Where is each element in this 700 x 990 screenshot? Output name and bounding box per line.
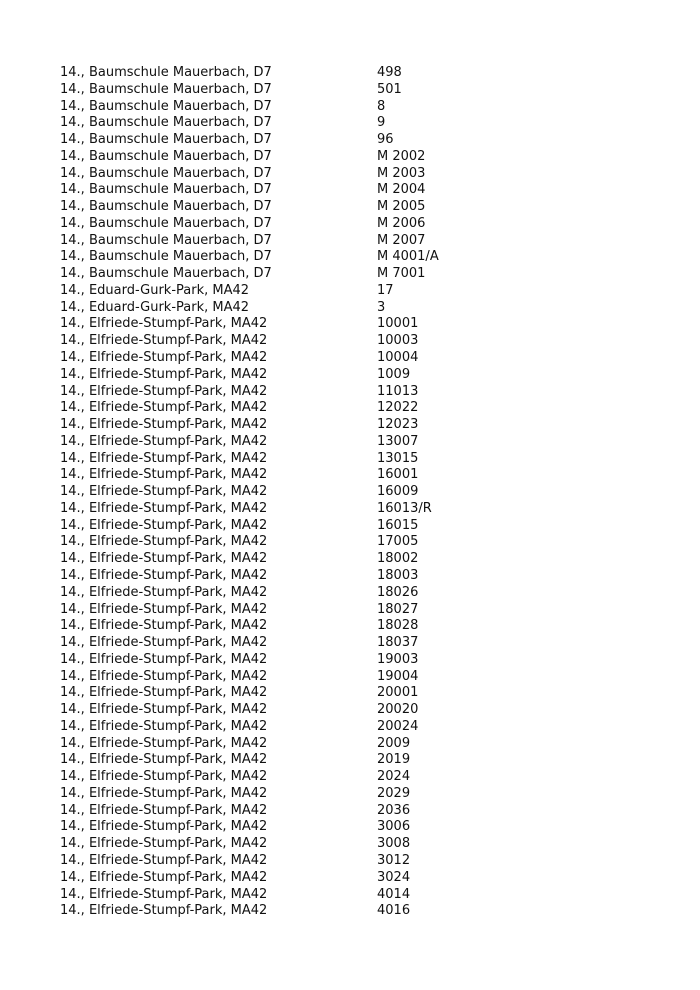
- location-cell: 14., Elfriede-Stumpf-Park, MA42: [60, 584, 268, 600]
- code-cell: 19003: [377, 651, 419, 667]
- location-cell: 14., Elfriede-Stumpf-Park, MA42: [60, 350, 268, 366]
- code-cell: 20020: [377, 702, 419, 718]
- code-cell: 12023: [377, 417, 419, 433]
- table-row: [60, 182, 660, 199]
- table-row: [60, 752, 660, 769]
- table-row: [60, 451, 660, 468]
- code-cell: 19004: [377, 668, 419, 684]
- location-cell: 14., Elfriede-Stumpf-Park, MA42: [60, 635, 268, 651]
- table-row: [60, 350, 660, 367]
- table-row: [60, 602, 660, 619]
- location-cell: 14., Elfriede-Stumpf-Park, MA42: [60, 852, 268, 868]
- code-cell: 3024: [377, 869, 411, 885]
- location-cell: 14., Elfriede-Stumpf-Park, MA42: [60, 601, 268, 617]
- location-cell: 14., Elfriede-Stumpf-Park, MA42: [60, 685, 268, 701]
- table-row: [60, 501, 660, 518]
- code-cell: 2019: [377, 752, 411, 768]
- code-cell: 4014: [377, 886, 411, 902]
- table-row: [60, 115, 660, 132]
- table-row: [60, 585, 660, 602]
- location-cell: 14., Elfriede-Stumpf-Park, MA42: [60, 450, 268, 466]
- code-cell: 16009: [377, 484, 419, 500]
- table-row: [60, 551, 660, 568]
- location-cell: 14., Elfriede-Stumpf-Park, MA42: [60, 517, 268, 533]
- code-cell: 18002: [377, 551, 419, 567]
- table-row: [60, 534, 660, 551]
- location-cell: 14., Elfriede-Stumpf-Park, MA42: [60, 836, 268, 852]
- location-cell: 14., Elfriede-Stumpf-Park, MA42: [60, 366, 268, 382]
- code-cell: 2009: [377, 735, 411, 751]
- code-cell: 3006: [377, 819, 411, 835]
- code-cell: 18028: [377, 618, 419, 634]
- code-cell: 10004: [377, 350, 419, 366]
- table-row: [60, 719, 660, 736]
- table-row: [60, 199, 660, 216]
- table-row: [60, 769, 660, 786]
- code-cell: 18037: [377, 635, 419, 651]
- code-cell: 18026: [377, 584, 419, 600]
- table-row: [60, 484, 660, 501]
- table-row: [60, 132, 660, 149]
- table-row: [60, 736, 660, 753]
- code-cell: 3008: [377, 836, 411, 852]
- table-row: [60, 266, 660, 283]
- document-table: [60, 65, 660, 920]
- location-cell: 14., Elfriede-Stumpf-Park, MA42: [60, 316, 268, 332]
- location-cell: 14., Baumschule Mauerbach, D7: [60, 199, 272, 215]
- table-row: [60, 518, 660, 535]
- table-row: [60, 283, 660, 300]
- table-row: [60, 635, 660, 652]
- code-cell: 3012: [377, 852, 411, 868]
- location-cell: 14., Eduard-Gurk-Park, MA42: [60, 282, 250, 298]
- location-cell: 14., Elfriede-Stumpf-Park, MA42: [60, 735, 268, 751]
- location-cell: 14., Baumschule Mauerbach, D7: [60, 232, 272, 248]
- location-cell: 14., Baumschule Mauerbach, D7: [60, 98, 272, 114]
- code-cell: M 2002: [377, 148, 426, 164]
- code-cell: 3: [377, 299, 386, 315]
- location-cell: 14., Baumschule Mauerbach, D7: [60, 115, 272, 131]
- location-cell: 14., Baumschule Mauerbach, D7: [60, 165, 272, 181]
- table-row: [60, 400, 660, 417]
- code-cell: 96: [377, 132, 394, 148]
- location-cell: 14., Elfriede-Stumpf-Park, MA42: [60, 534, 268, 550]
- location-cell: 14., Elfriede-Stumpf-Park, MA42: [60, 651, 268, 667]
- table-row: [60, 568, 660, 585]
- location-cell: 14., Baumschule Mauerbach, D7: [60, 132, 272, 148]
- table-row: [60, 216, 660, 233]
- table-row: [60, 82, 660, 99]
- code-cell: 16013/R: [377, 500, 432, 516]
- code-cell: 498: [377, 65, 402, 80]
- location-cell: 14., Elfriede-Stumpf-Park, MA42: [60, 903, 268, 919]
- table-row: [60, 819, 660, 836]
- location-cell: 14., Elfriede-Stumpf-Park, MA42: [60, 383, 268, 399]
- location-cell: 14., Elfriede-Stumpf-Park, MA42: [60, 785, 268, 801]
- location-cell: 14., Elfriede-Stumpf-Park, MA42: [60, 802, 268, 818]
- location-cell: 14., Elfriede-Stumpf-Park, MA42: [60, 333, 268, 349]
- code-cell: 17005: [377, 534, 419, 550]
- table-row: [60, 384, 660, 401]
- location-cell: 14., Eduard-Gurk-Park, MA42: [60, 299, 250, 315]
- code-cell: M 2007: [377, 232, 426, 248]
- location-cell: 14., Elfriede-Stumpf-Park, MA42: [60, 551, 268, 567]
- table-row: [60, 367, 660, 384]
- location-cell: 14., Elfriede-Stumpf-Park, MA42: [60, 668, 268, 684]
- location-cell: 14., Elfriede-Stumpf-Park, MA42: [60, 400, 268, 416]
- table-row: [60, 316, 660, 333]
- table-row: [60, 65, 660, 82]
- location-cell: 14., Baumschule Mauerbach, D7: [60, 148, 272, 164]
- location-cell: 14., Elfriede-Stumpf-Park, MA42: [60, 618, 268, 634]
- location-cell: 14., Baumschule Mauerbach, D7: [60, 81, 272, 97]
- table-row: [60, 149, 660, 166]
- location-cell: 14., Elfriede-Stumpf-Park, MA42: [60, 417, 268, 433]
- table-row: [60, 836, 660, 853]
- location-cell: 14., Elfriede-Stumpf-Park, MA42: [60, 567, 268, 583]
- code-cell: 2036: [377, 802, 411, 818]
- table-row: [60, 618, 660, 635]
- table-row: [60, 853, 660, 870]
- table-row: [60, 685, 660, 702]
- code-cell: 16015: [377, 517, 419, 533]
- table-row: [60, 870, 660, 887]
- table-row: [60, 233, 660, 250]
- code-cell: 10003: [377, 333, 419, 349]
- location-cell: 14., Elfriede-Stumpf-Park, MA42: [60, 718, 268, 734]
- location-cell: 14., Elfriede-Stumpf-Park, MA42: [60, 869, 268, 885]
- code-cell: M 2004: [377, 182, 426, 198]
- code-cell: 18003: [377, 567, 419, 583]
- location-cell: 14., Baumschule Mauerbach, D7: [60, 266, 272, 282]
- location-cell: 14., Baumschule Mauerbach, D7: [60, 65, 272, 80]
- location-cell: 14., Baumschule Mauerbach, D7: [60, 249, 272, 265]
- table-row: [60, 803, 660, 820]
- table-row: [60, 786, 660, 803]
- table-row: [60, 434, 660, 451]
- code-cell: 11013: [377, 383, 419, 399]
- location-cell: 14., Elfriede-Stumpf-Park, MA42: [60, 752, 268, 768]
- code-cell: 20024: [377, 718, 419, 734]
- table-row: [60, 300, 660, 317]
- code-cell: 18027: [377, 601, 419, 617]
- table-row: [60, 166, 660, 183]
- code-cell: M 2003: [377, 165, 426, 181]
- table-row: [60, 249, 660, 266]
- location-cell: 14., Elfriede-Stumpf-Park, MA42: [60, 769, 268, 785]
- code-cell: 10001: [377, 316, 419, 332]
- code-cell: 8: [377, 98, 386, 114]
- location-cell: 14., Elfriede-Stumpf-Park, MA42: [60, 702, 268, 718]
- code-cell: M 2005: [377, 199, 426, 215]
- code-cell: M 2006: [377, 215, 426, 231]
- code-cell: M 4001/A: [377, 249, 439, 265]
- location-cell: 14., Elfriede-Stumpf-Park, MA42: [60, 433, 268, 449]
- code-cell: 17: [377, 282, 394, 298]
- code-cell: M 7001: [377, 266, 426, 282]
- table-row: [60, 702, 660, 719]
- code-cell: 4016: [377, 903, 411, 919]
- code-cell: 2024: [377, 769, 411, 785]
- location-cell: 14., Elfriede-Stumpf-Park, MA42: [60, 467, 268, 483]
- location-cell: 14., Elfriede-Stumpf-Park, MA42: [60, 819, 268, 835]
- code-cell: 2029: [377, 785, 411, 801]
- location-cell: 14., Baumschule Mauerbach, D7: [60, 182, 272, 198]
- table-row: [60, 903, 660, 920]
- code-cell: 13015: [377, 450, 419, 466]
- location-cell: 14., Elfriede-Stumpf-Park, MA42: [60, 886, 268, 902]
- location-cell: 14., Elfriede-Stumpf-Park, MA42: [60, 500, 268, 516]
- code-cell: 16001: [377, 467, 419, 483]
- table-row: [60, 99, 660, 116]
- code-cell: 9: [377, 115, 386, 131]
- table-row: [60, 417, 660, 434]
- location-cell: 14., Baumschule Mauerbach, D7: [60, 215, 272, 231]
- table-row: [60, 887, 660, 904]
- table-row: [60, 669, 660, 686]
- code-cell: 20001: [377, 685, 419, 701]
- table-row: [60, 333, 660, 350]
- table-row: [60, 467, 660, 484]
- location-cell: 14., Elfriede-Stumpf-Park, MA42: [60, 484, 268, 500]
- code-cell: 13007: [377, 433, 419, 449]
- code-cell: 1009: [377, 366, 411, 382]
- code-cell: 501: [377, 81, 402, 97]
- code-cell: 12022: [377, 400, 419, 416]
- table-row: [60, 652, 660, 669]
